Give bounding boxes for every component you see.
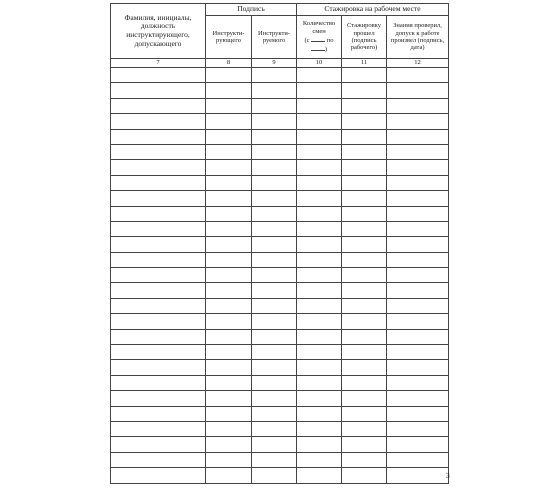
table-cell[interactable] xyxy=(387,206,449,221)
table-cell[interactable] xyxy=(387,237,449,252)
column-number: 12 xyxy=(387,59,449,68)
table-cell[interactable] xyxy=(206,129,252,144)
table-cell[interactable] xyxy=(297,298,342,313)
table-cell[interactable] xyxy=(252,252,297,267)
table-cell[interactable] xyxy=(252,375,297,390)
table-cell[interactable] xyxy=(342,375,387,390)
table-cell[interactable] xyxy=(206,144,252,159)
table-cell[interactable] xyxy=(252,452,297,467)
table-cell[interactable] xyxy=(342,437,387,452)
table-cell[interactable] xyxy=(206,191,252,206)
column-number: 10 xyxy=(297,59,342,68)
table-cell[interactable] xyxy=(387,221,449,236)
table-cell[interactable] xyxy=(252,268,297,283)
table-cell[interactable] xyxy=(111,252,206,267)
column-number: 9 xyxy=(252,59,297,68)
table-cell[interactable] xyxy=(252,83,297,98)
table-row xyxy=(111,406,449,421)
table-cell[interactable] xyxy=(252,329,297,344)
table-row xyxy=(111,129,449,144)
table-cell[interactable] xyxy=(111,406,206,421)
table-cell[interactable] xyxy=(297,375,342,390)
table-cell[interactable] xyxy=(111,345,206,360)
page-number: 3 xyxy=(446,471,450,480)
table-cell[interactable] xyxy=(206,360,252,375)
table-cell[interactable] xyxy=(342,452,387,467)
table-cell[interactable] xyxy=(297,452,342,467)
table-cell[interactable] xyxy=(111,175,206,190)
column-number-row xyxy=(111,59,449,68)
table-cell[interactable] xyxy=(252,98,297,113)
table-cell[interactable] xyxy=(206,175,252,190)
header-internship-group: Стажировка на рабочем месте xyxy=(297,4,449,16)
table-cell[interactable] xyxy=(252,468,297,483)
table-cell[interactable] xyxy=(252,345,297,360)
column-number: 7 xyxy=(111,59,206,68)
table-cell[interactable] xyxy=(387,314,449,329)
table-row xyxy=(111,268,449,283)
table-cell[interactable] xyxy=(297,391,342,406)
table-cell[interactable] xyxy=(342,406,387,421)
table-cell[interactable] xyxy=(387,375,449,390)
table-cell[interactable] xyxy=(252,175,297,190)
table-cell[interactable] xyxy=(297,114,342,129)
table-cell[interactable] xyxy=(252,129,297,144)
table-cell[interactable] xyxy=(111,68,206,83)
column-number: 11 xyxy=(342,59,387,68)
header-signature-group: Подпись xyxy=(206,4,297,16)
table-cell[interactable] xyxy=(387,98,449,113)
table-cell[interactable] xyxy=(342,345,387,360)
table-cell[interactable] xyxy=(111,375,206,390)
table-row xyxy=(111,206,449,221)
table-cell[interactable] xyxy=(297,83,342,98)
table-cell[interactable] xyxy=(297,268,342,283)
table-row xyxy=(111,468,449,483)
table-cell[interactable] xyxy=(387,175,449,190)
table-row xyxy=(111,114,449,129)
table-cell[interactable] xyxy=(387,252,449,267)
table-cell[interactable] xyxy=(111,314,206,329)
table-cell[interactable] xyxy=(252,421,297,436)
table-cell[interactable] xyxy=(111,98,206,113)
header-shifts-label: Количество смен xyxy=(302,20,336,35)
table-cell[interactable] xyxy=(297,421,342,436)
table-cell[interactable] xyxy=(297,237,342,252)
table-row xyxy=(111,375,449,390)
table-row xyxy=(111,191,449,206)
table-cell[interactable] xyxy=(111,468,206,483)
table-cell[interactable] xyxy=(297,329,342,344)
table-cell[interactable] xyxy=(342,191,387,206)
table-row xyxy=(111,360,449,375)
table-cell[interactable] xyxy=(111,83,206,98)
table-cell[interactable] xyxy=(111,329,206,344)
table-cell[interactable] xyxy=(111,421,206,436)
table-cell[interactable] xyxy=(297,129,342,144)
table-cell[interactable] xyxy=(206,252,252,267)
table-cell[interactable] xyxy=(206,98,252,113)
table-cell[interactable] xyxy=(342,114,387,129)
table-cell[interactable] xyxy=(297,345,342,360)
header-knowledge-checked: Знания проверил, допуск к работе произвел (подпись, дата) xyxy=(387,16,449,59)
table-cell[interactable] xyxy=(387,160,449,175)
table-cell[interactable] xyxy=(342,144,387,159)
table-row xyxy=(111,298,449,313)
table-cell[interactable] xyxy=(111,391,206,406)
table-row xyxy=(111,421,449,436)
table-cell[interactable] xyxy=(252,298,297,313)
table-cell[interactable] xyxy=(342,221,387,236)
table-cell[interactable] xyxy=(206,83,252,98)
table-cell[interactable] xyxy=(111,206,206,221)
table-cell[interactable] xyxy=(342,160,387,175)
table-cell[interactable] xyxy=(206,468,252,483)
journal-table xyxy=(110,3,449,484)
table-cell[interactable] xyxy=(111,114,206,129)
table-cell[interactable] xyxy=(252,144,297,159)
table-row xyxy=(111,345,449,360)
table-cell[interactable] xyxy=(252,283,297,298)
table-row xyxy=(111,314,449,329)
table-cell[interactable] xyxy=(387,437,449,452)
table-cell[interactable] xyxy=(206,283,252,298)
header-instructor: Инструкти-рующего xyxy=(206,16,252,59)
table-cell[interactable] xyxy=(342,268,387,283)
table-cell[interactable] xyxy=(206,391,252,406)
table-cell[interactable] xyxy=(206,345,252,360)
table-cell[interactable] xyxy=(252,406,297,421)
table-cell[interactable] xyxy=(387,298,449,313)
table-cell[interactable] xyxy=(111,452,206,467)
table-cell[interactable] xyxy=(342,129,387,144)
table-cell[interactable] xyxy=(342,421,387,436)
table-row xyxy=(111,83,449,98)
table-cell[interactable] xyxy=(206,221,252,236)
table-cell[interactable] xyxy=(342,360,387,375)
table-cell[interactable] xyxy=(387,329,449,344)
table-cell[interactable] xyxy=(252,237,297,252)
header-surname: Фамилия, инициалы, должность инструктирующего, допускающего xyxy=(111,4,206,59)
table-cell[interactable] xyxy=(342,175,387,190)
table-cell[interactable] xyxy=(387,345,449,360)
table-cell[interactable] xyxy=(342,283,387,298)
table-cell[interactable] xyxy=(111,360,206,375)
table-cell[interactable] xyxy=(387,391,449,406)
table-cell[interactable] xyxy=(111,160,206,175)
table-cell[interactable] xyxy=(111,237,206,252)
table-cell[interactable] xyxy=(297,468,342,483)
table-cell[interactable] xyxy=(387,360,449,375)
table-cell[interactable] xyxy=(252,314,297,329)
header-shifts: Количество смен (с по ) xyxy=(297,16,342,59)
table-cell[interactable] xyxy=(111,144,206,159)
table-row xyxy=(111,98,449,113)
table-row xyxy=(111,391,449,406)
table-cell[interactable] xyxy=(111,268,206,283)
table-row xyxy=(111,175,449,190)
table-cell[interactable] xyxy=(342,83,387,98)
table-cell[interactable] xyxy=(206,406,252,421)
header-internship-done: Стажировку прошел (подпись рабочего) xyxy=(342,16,387,59)
table-cell[interactable] xyxy=(206,314,252,329)
table-cell[interactable] xyxy=(111,221,206,236)
table-cell[interactable] xyxy=(387,468,449,483)
table-cell[interactable] xyxy=(342,206,387,221)
column-number: 8 xyxy=(206,59,252,68)
table-cell[interactable] xyxy=(387,268,449,283)
table-cell[interactable] xyxy=(342,391,387,406)
table-cell[interactable] xyxy=(387,421,449,436)
table-cell[interactable] xyxy=(252,68,297,83)
header-instructed: Инструкти-руемого xyxy=(252,16,297,59)
header-shifts-from: (с xyxy=(304,37,310,44)
table-cell[interactable] xyxy=(111,283,206,298)
table-cell[interactable] xyxy=(206,375,252,390)
table-cell[interactable] xyxy=(342,298,387,313)
table-cell[interactable] xyxy=(206,298,252,313)
table-row xyxy=(111,283,449,298)
table-cell[interactable] xyxy=(387,83,449,98)
table-cell[interactable] xyxy=(252,221,297,236)
table-cell[interactable] xyxy=(342,98,387,113)
table-cell[interactable] xyxy=(342,468,387,483)
table-row xyxy=(111,437,449,452)
table-row xyxy=(111,329,449,344)
table-cell[interactable] xyxy=(387,68,449,83)
table-row xyxy=(111,221,449,236)
table-cell[interactable] xyxy=(342,252,387,267)
table-row xyxy=(111,160,449,175)
table-cell[interactable] xyxy=(387,191,449,206)
table-cell[interactable] xyxy=(387,144,449,159)
table-cell[interactable] xyxy=(111,298,206,313)
table-cell[interactable] xyxy=(297,206,342,221)
table-cell[interactable] xyxy=(297,360,342,375)
table-cell[interactable] xyxy=(206,421,252,436)
table-cell[interactable] xyxy=(342,329,387,344)
table-cell[interactable] xyxy=(111,191,206,206)
table-cell[interactable] xyxy=(387,129,449,144)
table-cell[interactable] xyxy=(297,283,342,298)
table-cell[interactable] xyxy=(206,452,252,467)
table-cell[interactable] xyxy=(206,237,252,252)
table-cell[interactable] xyxy=(387,406,449,421)
table-cell[interactable] xyxy=(387,114,449,129)
table-cell[interactable] xyxy=(252,391,297,406)
table-cell[interactable] xyxy=(342,314,387,329)
table-cell[interactable] xyxy=(206,437,252,452)
table-cell[interactable] xyxy=(342,68,387,83)
table-cell[interactable] xyxy=(206,206,252,221)
table-cell[interactable] xyxy=(387,452,449,467)
table-cell[interactable] xyxy=(297,314,342,329)
table-row xyxy=(111,144,449,159)
table-cell[interactable] xyxy=(297,221,342,236)
table-cell[interactable] xyxy=(206,160,252,175)
table-cell[interactable] xyxy=(252,360,297,375)
table-cell[interactable] xyxy=(252,160,297,175)
table-row xyxy=(111,452,449,467)
table-cell[interactable] xyxy=(252,437,297,452)
table-row xyxy=(111,68,449,83)
table-cell[interactable] xyxy=(342,237,387,252)
header-shifts-to: по xyxy=(326,37,334,44)
table-row xyxy=(111,237,449,252)
table-cell[interactable] xyxy=(297,98,342,113)
table-cell[interactable] xyxy=(297,191,342,206)
table-cell[interactable] xyxy=(206,268,252,283)
table-cell[interactable] xyxy=(297,252,342,267)
table-cell[interactable] xyxy=(252,191,297,206)
table-cell[interactable] xyxy=(297,406,342,421)
table-cell[interactable] xyxy=(297,68,342,83)
table-cell[interactable] xyxy=(206,329,252,344)
table-cell[interactable] xyxy=(297,144,342,159)
table-cell[interactable] xyxy=(387,283,449,298)
table-cell[interactable] xyxy=(297,437,342,452)
table-row xyxy=(111,252,449,267)
table-cell[interactable] xyxy=(297,175,342,190)
table-cell[interactable] xyxy=(252,206,297,221)
table-cell[interactable] xyxy=(252,114,297,129)
table-cell[interactable] xyxy=(206,114,252,129)
table-cell[interactable] xyxy=(206,68,252,83)
table-cell[interactable] xyxy=(111,129,206,144)
table-cell[interactable] xyxy=(297,160,342,175)
table-cell[interactable] xyxy=(111,437,206,452)
